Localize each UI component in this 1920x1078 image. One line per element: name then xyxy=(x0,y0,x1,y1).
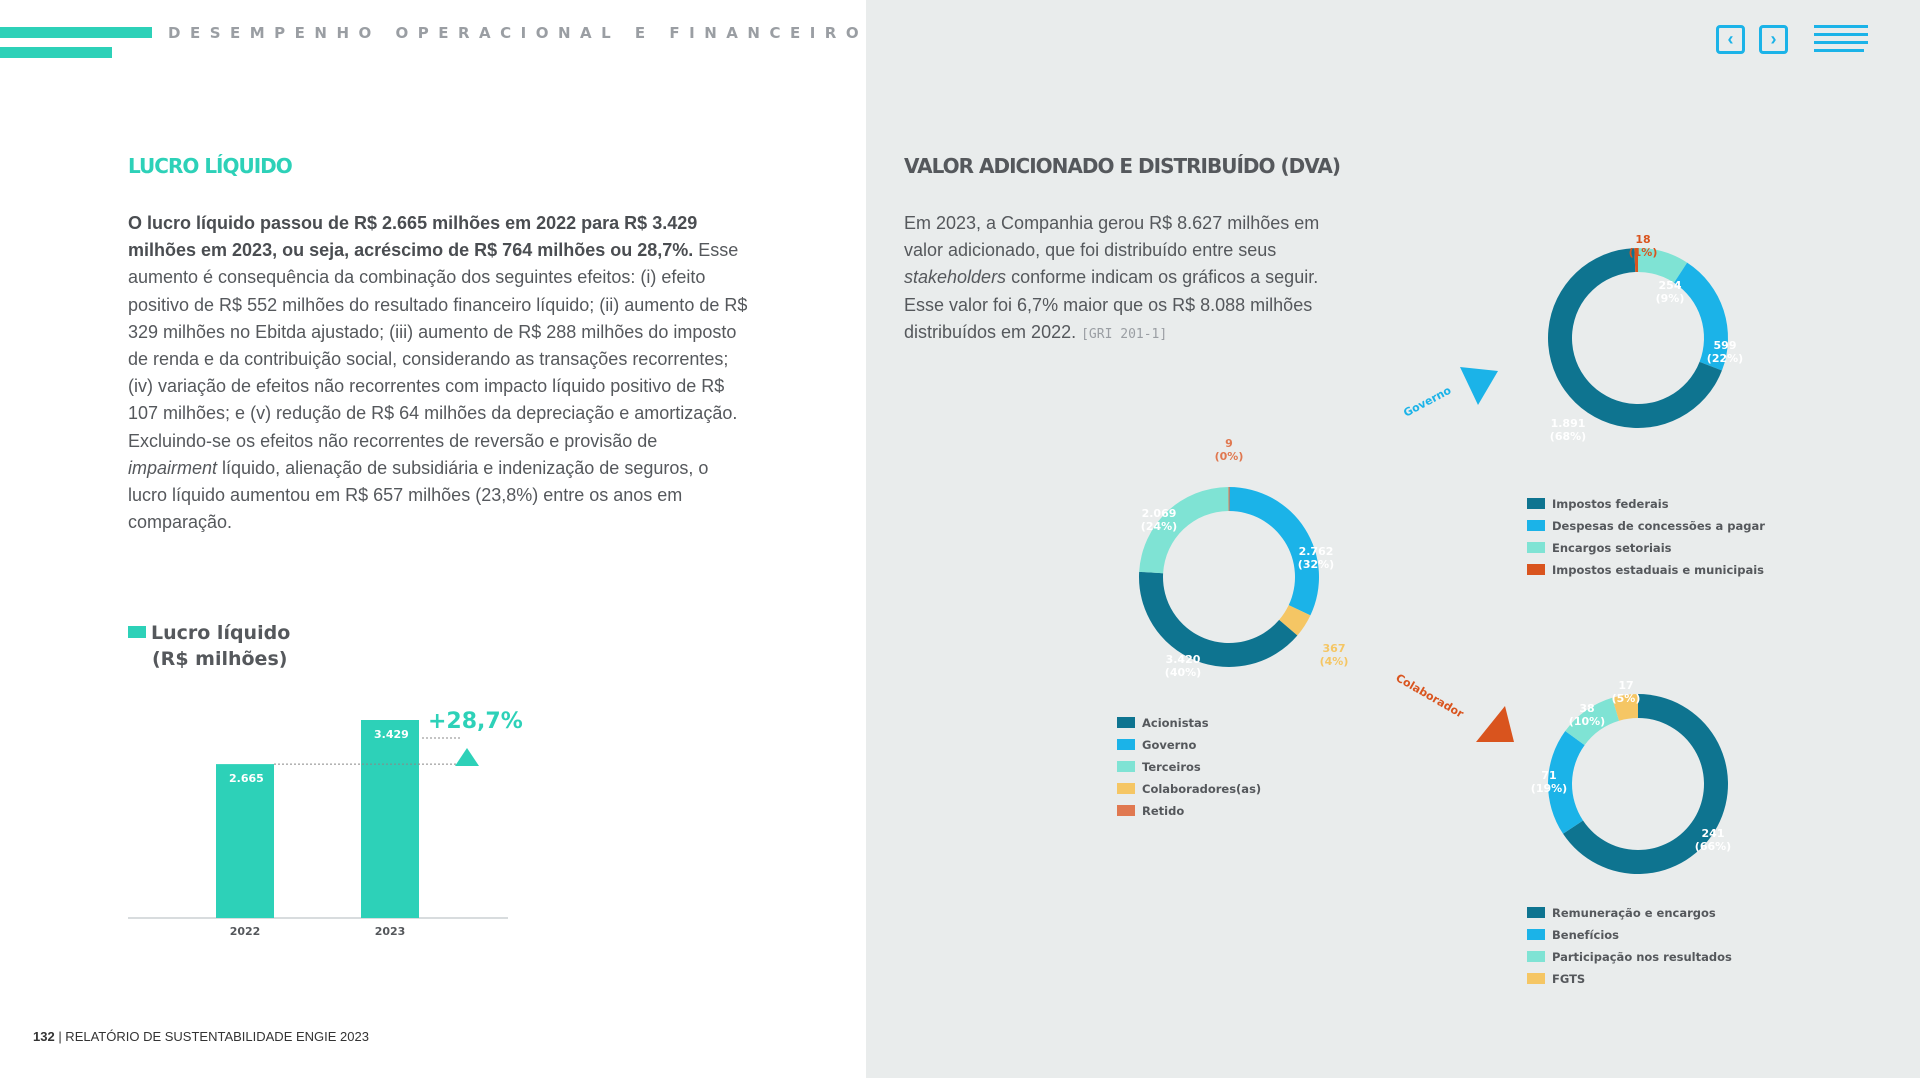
donut-value-label: 71 xyxy=(1541,769,1557,782)
donut-value-label: 2.762 xyxy=(1298,545,1334,558)
donut-pct-label: (4%) xyxy=(1319,655,1349,668)
legend-swatch xyxy=(1527,907,1545,918)
legend-label: Colaboradores(as) xyxy=(1142,782,1262,796)
bar-chart-unit: (R$ milhões) xyxy=(152,648,288,670)
legend-label: Governo xyxy=(1142,738,1197,752)
section-header: DESEMPENHO OPERACIONAL E FINANCEIRO xyxy=(168,24,869,42)
donut-value-label: 38 xyxy=(1579,702,1595,715)
dva-paragraph-italic: stakeholders xyxy=(904,267,1007,288)
donut-value-label: 17 xyxy=(1618,679,1634,692)
donut-chart-governo xyxy=(1527,233,1765,577)
donut-value-label: 254 xyxy=(1658,279,1682,292)
donut-pct-label: (40%) xyxy=(1164,666,1202,679)
bar-2023 xyxy=(361,720,419,918)
chevron-right-icon[interactable]: › xyxy=(1759,25,1788,54)
donut-pct-label: (9%) xyxy=(1655,292,1685,305)
lucro-paragraph-italic: impairment xyxy=(128,457,218,478)
donut-pct-label: (22%) xyxy=(1706,352,1744,365)
legend-swatch xyxy=(1527,498,1545,509)
dva-paragraph-text: Em 2023, a Companhia gerou R$ 8.627 milhões em valor adicionado, que foi distribuído entre seus xyxy=(904,213,1320,261)
page-title-dva: VALOR ADICIONADO E DISTRIBUÍDO (DVA) xyxy=(904,154,1340,178)
donut-pct-label: (19%) xyxy=(1530,782,1568,795)
legend-swatch xyxy=(1117,805,1135,816)
bar-chart-title: Lucro líquido xyxy=(151,622,291,644)
legend-label: FGTS xyxy=(1552,972,1586,986)
donut-pct-label: (68%) xyxy=(1549,430,1587,443)
page-number: 132 xyxy=(33,1029,55,1044)
legend-swatch xyxy=(1117,739,1135,750)
donut-value-label: 1.891 xyxy=(1550,417,1586,430)
donut-chart-dva xyxy=(1117,437,1348,818)
donut-value-label: 2.069 xyxy=(1141,507,1177,520)
legend-swatch xyxy=(1117,717,1135,728)
legend-swatch xyxy=(1117,783,1135,794)
gri-reference: [GRI 201-1] xyxy=(1081,326,1168,342)
legend-label: Remuneração e encargos xyxy=(1552,906,1716,920)
legend-swatch xyxy=(1527,564,1545,575)
arrow-governo-icon xyxy=(1460,367,1498,405)
legend-swatch xyxy=(1527,520,1545,531)
legend-label: Benefícios xyxy=(1552,928,1620,942)
footer xyxy=(33,1029,369,1044)
dva-paragraph-text-end: conforme indicam os gráficos a seguir. Esse valor foi 6,7% maior que os R$ 8.088 milhões distribuídos em 2022. xyxy=(904,267,1319,342)
donut-value-label: 599 xyxy=(1713,339,1737,352)
bar-value-label: 3.429 xyxy=(374,728,409,741)
donut-slice-acionistas xyxy=(1139,572,1297,667)
legend-swatch xyxy=(1527,951,1545,962)
legend-swatch xyxy=(1117,761,1135,772)
legend-swatch xyxy=(1527,542,1545,553)
arrow-colaborador-icon xyxy=(1476,706,1514,742)
arrow-governo-label: Governo xyxy=(1401,383,1454,420)
legend-label: Acionistas xyxy=(1142,716,1209,730)
lucro-paragraph-bold: O lucro líquido passou de R$ 2.665 milhões em 2022 para R$ 3.429 milhões em 2023, ou seja, acréscimo de R$ 764 milhões ou 28,7%. xyxy=(128,213,698,261)
donut-slice-retido xyxy=(1228,487,1229,511)
legend-swatch xyxy=(1527,929,1545,940)
triangle-up-icon xyxy=(455,748,479,766)
legend-swatch xyxy=(1527,973,1545,984)
growth-annotation: +28,7% xyxy=(428,709,523,734)
arrow-colaborador-label: Colaborador xyxy=(1393,671,1466,721)
legend-label: Retido xyxy=(1142,804,1185,818)
donut-pct-label: (32%) xyxy=(1297,558,1335,571)
donut-pct-label: (5%) xyxy=(1611,692,1641,705)
bar-value-label: 2.665 xyxy=(229,772,264,786)
donut-value-label: 367 xyxy=(1322,642,1346,655)
legend-label: Impostos estaduais e municipais xyxy=(1552,563,1764,577)
donut-pct-label: (10%) xyxy=(1568,715,1606,728)
chevron-left-icon[interactable]: ‹ xyxy=(1716,25,1745,54)
donut-value-label: 3.420 xyxy=(1165,653,1201,666)
donut-pct-label: (24%) xyxy=(1140,520,1178,533)
lucro-paragraph-text-end: líquido, alienação de subsidiária e indenização de seguros, o lucro líquido aumentou em R$ 657 milhões (23,8%) entre os anos em comparação. xyxy=(128,457,709,533)
legend-label: Terceiros xyxy=(1142,760,1201,774)
legend-label: Participação nos resultados xyxy=(1552,950,1732,964)
donut-value-label: 18 xyxy=(1635,233,1651,246)
donut-value-label: 9 xyxy=(1225,437,1233,450)
donut-pct-label: (0%) xyxy=(1214,450,1244,463)
legend-label: Impostos federais xyxy=(1552,497,1669,511)
bar-chart xyxy=(128,709,523,938)
lucro-paragraph-text: Esse aumento é consequência da combinação dos seguintes efeitos: (i) efeito positivo de R$ 552 milhões do resultado financeiro líquido; (ii) aumento de R$ 329 milhões no Ebitda ajustado; (iii) aumento de R$ 288 milhões do imposto de renda e da contribuição social, considerando as transações recorrentes; (iv) variação de efeitos não recorrentes com impacto líquido positivo de R$ 107 milhões; e (v) redução de R$ 64 milhões da depreciação e amortização. Excluindo-se os efeitos não recorrentes de reversão e provisão de xyxy=(128,240,748,451)
legend-label: Despesas de concessões a pagar xyxy=(1552,519,1765,533)
donut-value-label: 241 xyxy=(1701,827,1725,840)
page-title-lucro: LUCRO LÍQUIDO xyxy=(128,154,292,178)
donut-pct-label: (66%) xyxy=(1694,840,1732,853)
bar-category-label: 2023 xyxy=(374,925,406,938)
bar-category-label: 2022 xyxy=(229,925,261,938)
bar-2022 xyxy=(216,764,274,918)
legend-label: Encargos setoriais xyxy=(1552,541,1672,555)
footer-text: | RELATÓRIO DE SUSTENTABILIDADE ENGIE 2023 xyxy=(54,1029,369,1044)
donut-pct-label: (1%) xyxy=(1628,246,1658,259)
donut-chart-colaborador xyxy=(1527,679,1732,986)
